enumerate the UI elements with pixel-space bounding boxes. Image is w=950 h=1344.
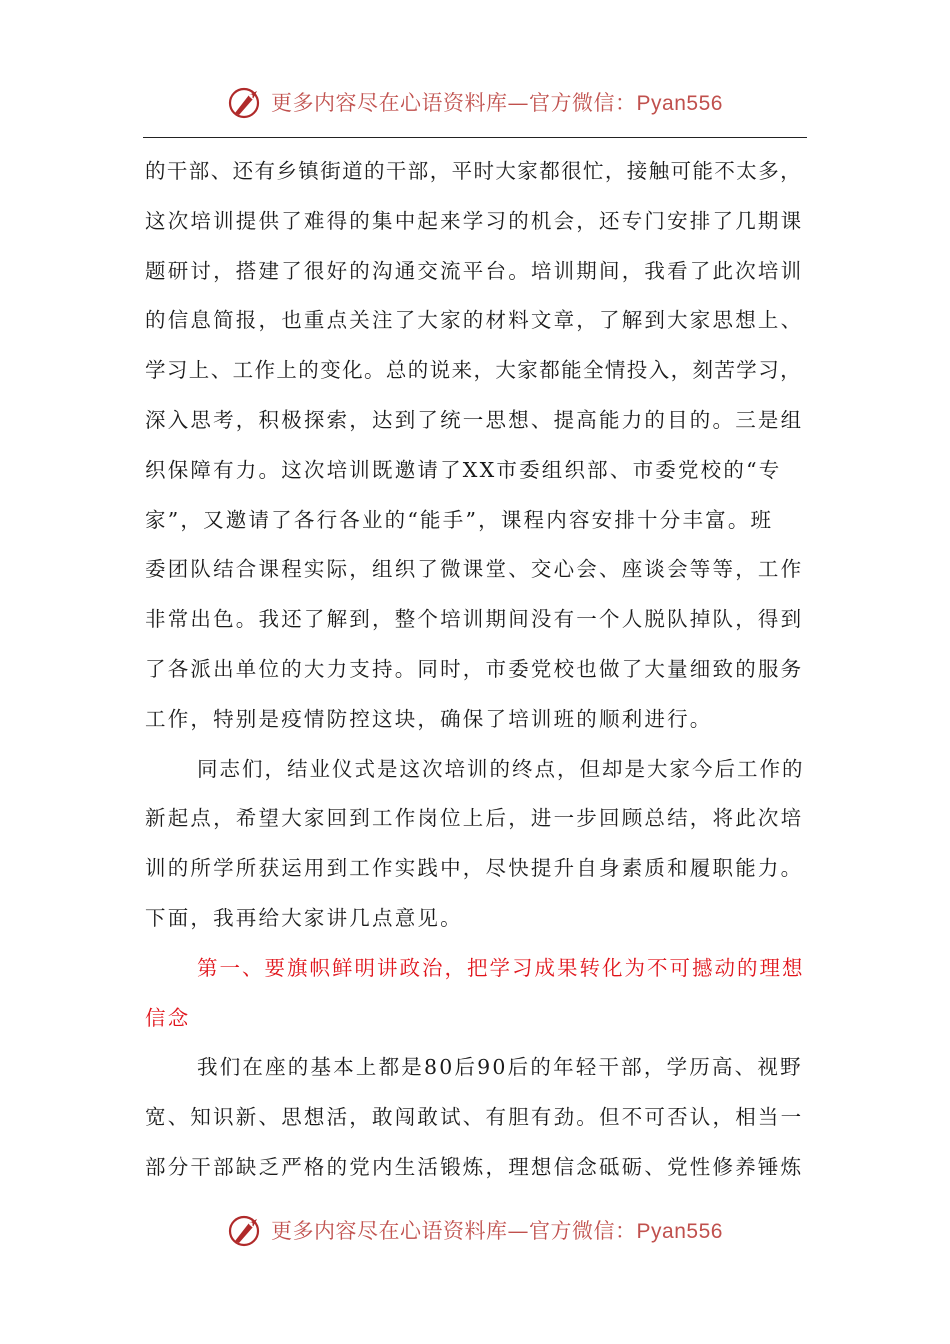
paragraph-line: 同志们，结业仪式是这次培训的终点，但却是大家今后工作的 — [197, 756, 805, 781]
wechat-id: Pyan556 — [636, 92, 723, 115]
paragraph-line: 深入思考，积极探索，达到了统一思想、提高能力的目的。三是组 — [145, 407, 804, 432]
paragraph-line: 织保障有力。这次培训既邀请了XX市委组织部、市委党校的“专 — [145, 457, 782, 482]
paragraph-line: 学习上、工作上的变化。总的说来，大家都能全情投入，刻苦学习， — [145, 358, 802, 383]
footer-banner — [0, 1208, 950, 1252]
paragraph-line: 的干部、还有乡镇街道的干部，平时大家都很忙，接触可能不太多， — [145, 159, 802, 183]
document-body — [145, 147, 805, 1193]
paragraph-line: 这次培训提供了难得的集中起来学习的机会，还专门安排了几期课 — [145, 208, 804, 233]
paragraph-line: 的信息简报，也重点关注了大家的材料文章，了解到大家思想上、 — [145, 308, 804, 333]
paragraph-line: 工作，特别是疫情防控这块，确保了培训班的顺利进行。 — [145, 706, 713, 731]
paragraph-line: 非常出色。我还了解到，整个培训期间没有一个人脱队掉队，得到 — [145, 607, 804, 632]
paragraph-line: 了各派出单位的大力支持。同时，市委党校也做了大量细致的服务 — [145, 656, 804, 681]
paragraph-line: 我们在座的基本上都是80后90后的年轻干部，学历高、视野 — [197, 1055, 803, 1080]
paragraph-line: 部分干部缺乏严格的党内生活锻炼，理想信念砥砺、党性修养锤炼 — [145, 1154, 804, 1179]
wechat-id: Pyan556 — [636, 1220, 723, 1243]
banner-text: 更多内容尽在心语资料库—官方微信：Pyan556 — [271, 91, 723, 115]
header-banner — [0, 80, 950, 124]
paragraph-line: 下面，我再给大家讲几点意见。 — [145, 905, 463, 930]
header-divider — [143, 137, 807, 138]
section-heading-line: 信念 — [145, 1005, 191, 1030]
paragraph-line: 题研讨，搭建了很好的沟通交流平台。培训期间，我看了此次培训 — [145, 258, 804, 283]
banner-text: 更多内容尽在心语资料库—官方微信：Pyan556 — [271, 1219, 723, 1243]
section-heading-line: 第一、要旗帜鲜明讲政治，把学习成果转化为不可撼动的理想 — [197, 955, 805, 980]
paragraph-line: 新起点，希望大家回到工作岗位上后，进一步回顾总结，将此次培 — [145, 806, 804, 831]
paragraph-line: 训的所学所获运用到工作实践中，尽快提升自身素质和履职能力。 — [145, 856, 804, 881]
pen-nib-icon — [227, 1211, 265, 1249]
pen-nib-icon — [227, 83, 265, 121]
paragraph-line: 家”，又邀请了各行各业的“能手”，课程内容安排十分丰富。班 — [145, 507, 774, 532]
paragraph-line: 宽、知识新、思想活，敢闯敢试、有胆有劲。但不可否认，相当一 — [145, 1105, 804, 1130]
paragraph-line: 委团队结合课程实际，组织了微课堂、交心会、座谈会等等，工作 — [145, 557, 804, 582]
